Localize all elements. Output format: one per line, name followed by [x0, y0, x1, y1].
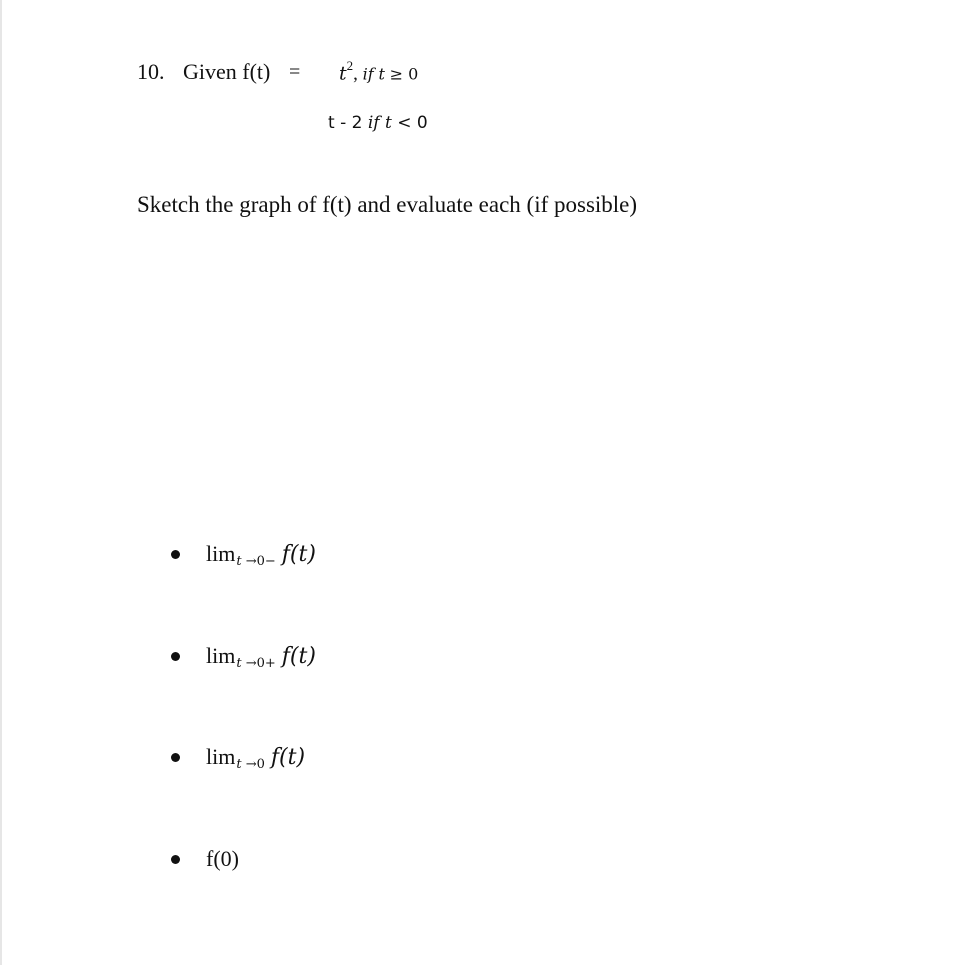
- list-item-two-sided-limit: [171, 742, 305, 772]
- lim-subscript: [236, 554, 275, 569]
- case1-base: t: [339, 62, 347, 85]
- case1-exponent: 2: [346, 58, 354, 73]
- lim-word: lim: [206, 643, 236, 668]
- question-number: 10.: [137, 59, 165, 84]
- lim-function: f(t): [281, 643, 316, 669]
- lim-sub-arrow: →0−: [245, 553, 276, 569]
- case2-var: t: [384, 113, 392, 133]
- lim-sub-var: t: [236, 655, 242, 671]
- lim-sub-var: t: [236, 756, 242, 772]
- list-item-left-limit: [171, 539, 316, 569]
- lim-sub-arrow: →0: [245, 756, 265, 772]
- question-equals: =: [289, 61, 301, 83]
- lim-function: f(t): [281, 541, 316, 567]
- lim-subscript: [236, 656, 275, 671]
- case1-if: if: [362, 64, 374, 84]
- value-at-zero-text: f(0): [206, 846, 239, 871]
- piecewise-case-2: [328, 113, 428, 133]
- case1-comma: ,: [353, 63, 358, 85]
- lim-word: lim: [206, 744, 236, 769]
- lim-sub-var: t: [236, 553, 242, 569]
- case2-expr: t - 2: [328, 113, 363, 133]
- bullet-icon: [171, 753, 180, 762]
- lim-function: f(t): [270, 744, 306, 770]
- lim-subscript: [236, 757, 265, 772]
- bullet-icon: [171, 550, 180, 559]
- bullet-icon: [171, 855, 180, 864]
- question-given-label: Given f(t): [183, 59, 271, 84]
- lim-word: lim: [206, 541, 236, 566]
- list-item-right-limit: [171, 641, 316, 671]
- instruction-text: Sketch the graph of f(t) and evaluate each (if possible): [137, 192, 638, 217]
- case2-if: if: [367, 113, 380, 133]
- lim-sub-arrow: →0+: [245, 655, 276, 671]
- case1-relation: ≥ 0: [389, 64, 419, 84]
- piecewise-case-1: [339, 60, 418, 85]
- case1-var: t: [378, 64, 385, 84]
- page-left-border: [0, 0, 2, 965]
- list-item-value-at-zero: [171, 844, 239, 874]
- bullet-icon: [171, 652, 180, 661]
- case2-relation: < 0: [397, 113, 428, 133]
